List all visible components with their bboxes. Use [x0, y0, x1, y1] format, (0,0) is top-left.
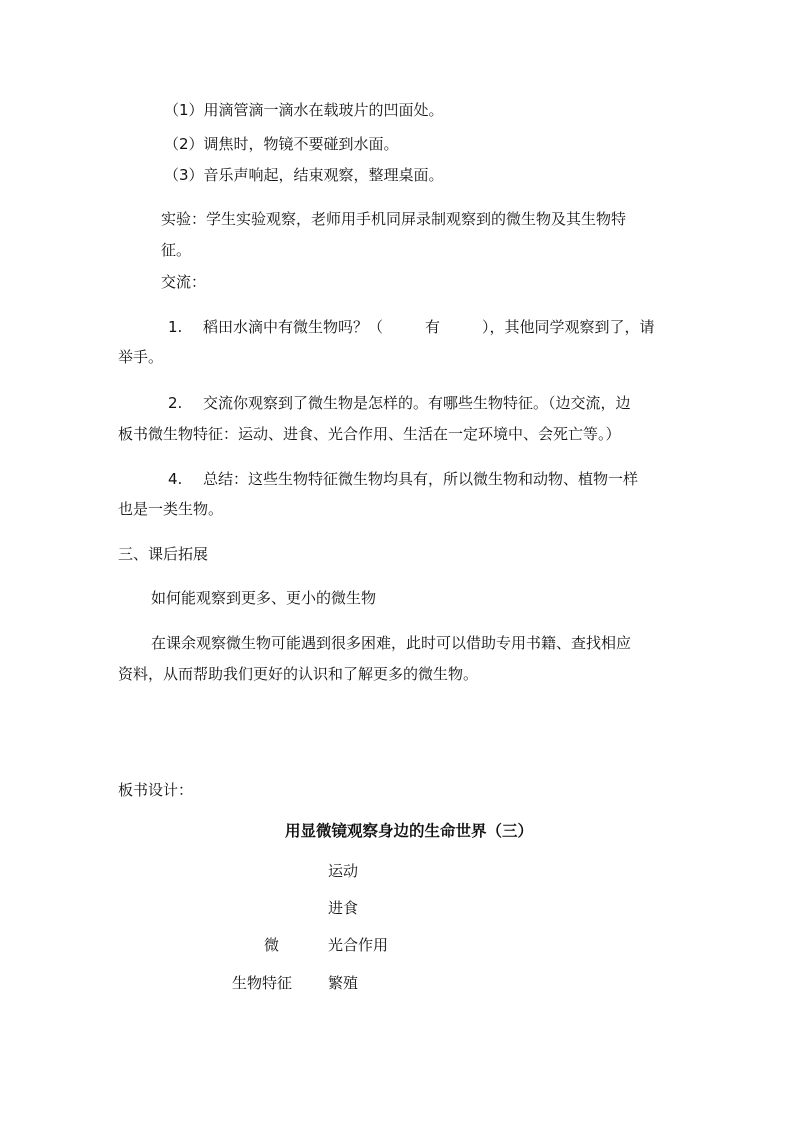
board-design-label: 板书设计：: [118, 781, 194, 799]
question-1-answer: 有: [425, 318, 441, 336]
section-3-paragraph-line-2: 资料，从而帮助我们更好的认识和了解更多的微生物。: [118, 665, 479, 683]
question-2-text: 交流你观察到了微生物是怎样的。有哪些生物特征。（边交流，边: [203, 394, 631, 412]
section-3-subheading: 如何能观察到更多、更小的微生物: [151, 589, 377, 607]
step-2: （2）调焦时，物镜不要碰到水面。: [164, 135, 399, 153]
board-title: 用显微镜观察身边的生命世界（三）: [285, 822, 534, 840]
question-1-line-2: 举手。: [118, 348, 164, 366]
step-3: （3）音乐声响起，结束观察，整理桌面。: [164, 166, 444, 184]
section-3-paragraph-line-1: 在课余观察微生物可能遇到很多困难，此时可以借助专用书籍、查找相应: [151, 634, 632, 652]
board-left-label-bottom: 生物特征: [232, 974, 293, 992]
question-1-text-b: ），其他同学观察到了，请: [482, 318, 655, 336]
question-1-text-a: 稻田水滴中有微生物吗？（: [203, 318, 384, 336]
experiment-line-1: 实验：学生实验观察，老师用手机同屏录制观察到的微生物及其生物特: [161, 210, 627, 228]
experiment-line-2: 征。: [161, 241, 192, 259]
section-3-heading: 三、课后拓展: [118, 545, 209, 563]
question-4-number: 4.: [168, 470, 183, 488]
question-2-line-2: 板书微生物特征：运动、进食、光合作用、生活在一定环境中、会死亡等。）: [118, 425, 621, 443]
board-item-photosynthesis: 光合作用: [328, 936, 389, 954]
step-1: （1）用滴管滴一滴水在载玻片的凹面处。: [164, 101, 444, 119]
question-4-text: 总结：这些生物特征微生物均具有，所以微生物和动物、植物一样: [203, 470, 639, 488]
question-2-number: 2.: [168, 394, 183, 412]
exchange-label: 交流：: [161, 273, 207, 291]
board-item-feeding: 进食: [328, 899, 359, 917]
board-item-reproduction: 繁殖: [328, 974, 359, 992]
board-left-label-top: 微: [264, 936, 280, 954]
question-1-number: 1.: [168, 318, 183, 336]
question-4-line-2: 也是一类生物。: [118, 500, 224, 518]
board-item-movement: 运动: [328, 862, 359, 880]
